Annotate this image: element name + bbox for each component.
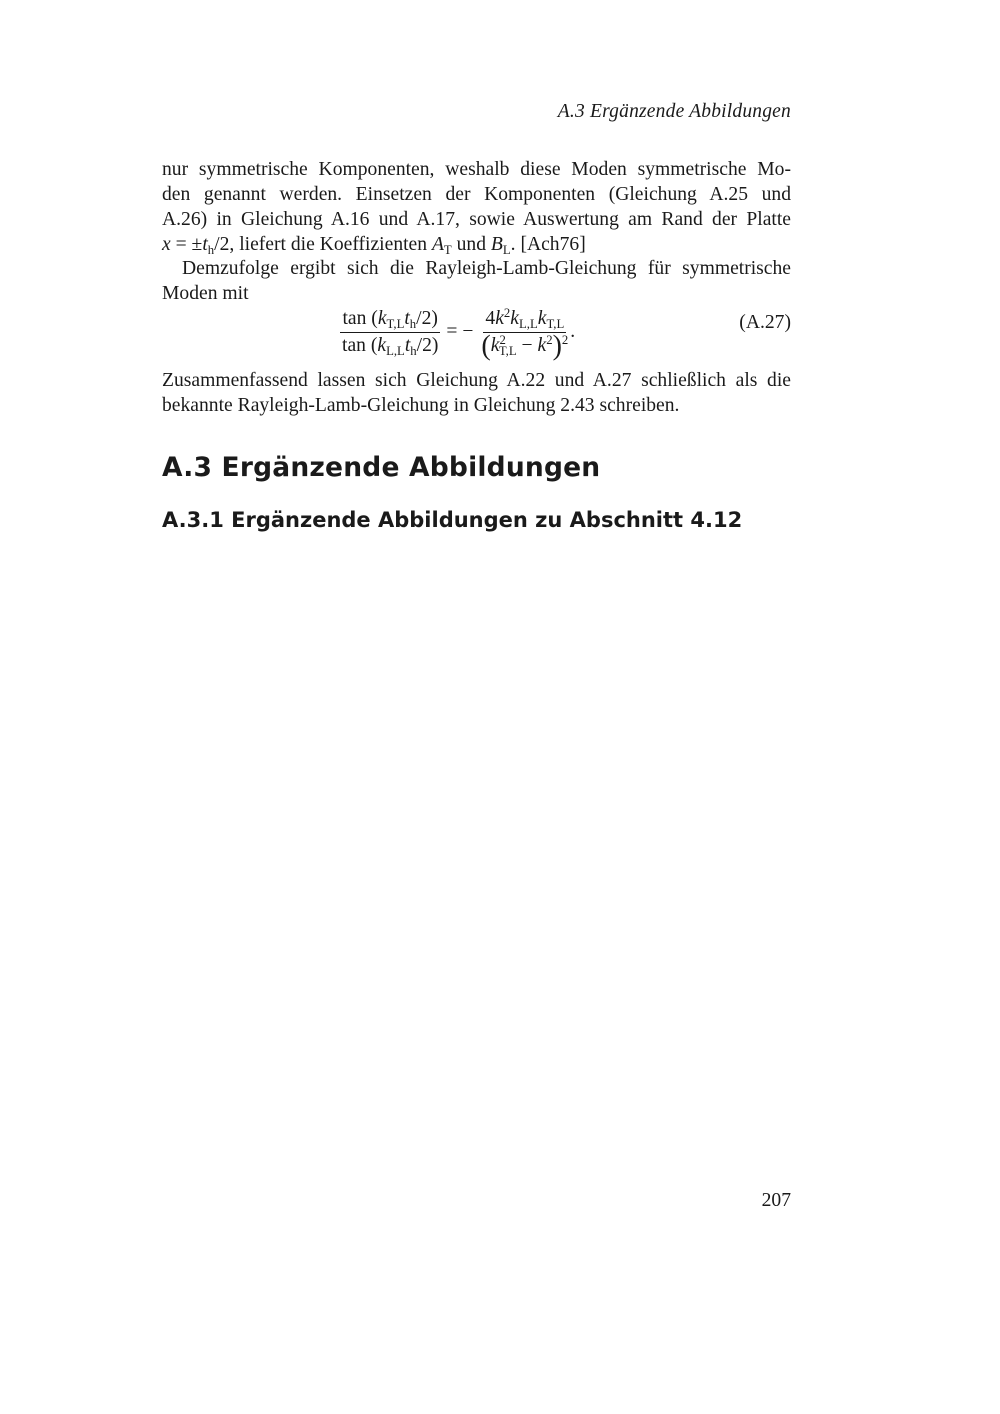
equation-a27 — [162, 300, 791, 364]
section-heading: A.3 Ergänzende Abbildungen — [162, 452, 601, 483]
equation-body — [340, 300, 575, 364]
lhs-den-close: /2) — [416, 334, 439, 356]
rhs-den-k-sup: 2 — [499, 332, 506, 347]
math-sub-h: h — [207, 243, 215, 258]
equation-period: . — [570, 321, 576, 342]
subsection-heading: A.3.1 Ergänzende Abbildungen zu Abschnitt 4.12 — [162, 508, 743, 532]
page-number: 207 — [761, 1190, 791, 1211]
paragraph-2-line-1: Demzufolge ergibt sich die Rayleigh-Lamb-Gleichung für symmetrische — [182, 258, 791, 279]
citation: . [Ach76] — [510, 234, 586, 255]
math-B: B — [490, 234, 503, 255]
rhs-num-k3: k — [537, 307, 547, 329]
lhs-num-close: /2) — [416, 307, 438, 329]
paragraph-3-line-1: Zusammenfassend lassen sich Gleichung A.22 und A.27 schließlich als die — [162, 370, 791, 391]
equals-minus: = − — [446, 321, 474, 342]
lhs-numerator — [340, 308, 439, 333]
paragraph-1-line-3: A.26) in Gleichung A.16 und A.17, sowie Auswertung am Rand der Platte — [162, 209, 791, 230]
lhs-num-t: t — [404, 307, 410, 329]
math-t: t — [202, 234, 208, 255]
math-A-sub: T — [443, 243, 452, 258]
math-B-sub: L — [502, 243, 511, 258]
paragraph-2-line-2: Moden mit — [162, 283, 249, 304]
rhs-numerator — [483, 305, 566, 333]
rhs-num-k2-sub: L,L — [519, 316, 538, 331]
lhs-num-open: ( — [366, 307, 378, 329]
rhs-num-k: k — [495, 307, 504, 329]
line-4-und: und — [451, 234, 491, 255]
math-x: x — [162, 234, 171, 255]
rhs-num-4: 4 — [485, 307, 496, 329]
lhs-num-k-sub: T,L — [386, 316, 405, 331]
rhs-den-minus: − — [516, 334, 538, 356]
rhs-num-k-sup: 2 — [503, 305, 511, 320]
line-4-text: , liefert die Koeffizienten — [229, 234, 432, 255]
math-pm: = ± — [170, 234, 203, 255]
rhs-den-outer-sup: 2 — [561, 332, 569, 347]
lhs-den-k: k — [377, 334, 387, 356]
rhs-num-k3-sub: T,L — [546, 316, 565, 331]
rhs-fraction — [479, 305, 570, 361]
rhs-denominator — [479, 330, 570, 361]
rhs-den-k2: k — [537, 334, 547, 356]
running-head: A.3 Ergänzende Abbildungen — [557, 101, 791, 122]
lhs-denominator — [340, 333, 440, 357]
rhs-den-k: k — [490, 334, 500, 356]
paragraph-2 — [162, 256, 791, 306]
paragraph-1-line-2: den genannt werden. Einsetzen der Komponenten (Gleichung A.25 und — [162, 184, 791, 205]
lhs-den-open: ( — [365, 334, 378, 356]
equation-number: (A.27) — [739, 312, 791, 333]
lhs-den-t: t — [404, 334, 411, 356]
rhs-den-k-sub: T,L — [498, 343, 517, 358]
paragraph-1-line-4 — [162, 232, 791, 257]
rhs-den-k2-sup: 2 — [546, 332, 553, 347]
paragraph-3-line-2: bekannte Rayleigh-Lamb-Gleichung in Gleichung 2.43 schreiben. — [162, 395, 680, 416]
math-A: A — [431, 234, 444, 255]
rhs-den-open-paren: ( — [481, 330, 491, 361]
paragraph-3 — [162, 368, 791, 418]
lhs-den-t-sub: h — [410, 343, 417, 358]
math-div: /2 — [214, 234, 230, 255]
rhs-den-close-paren: ) — [552, 330, 562, 361]
lhs-den-k-sub: L,L — [386, 343, 405, 358]
lhs-num-t-sub: h — [409, 316, 417, 331]
paragraph-1 — [162, 157, 791, 257]
lhs-fraction — [340, 308, 440, 357]
lhs-den-tan: tan — [342, 334, 366, 356]
rhs-num-k2: k — [510, 307, 519, 329]
lhs-num-k: k — [377, 307, 387, 329]
paragraph-1-line-1: nur symmetrische Komponenten, weshalb diese Moden symmetrische Mo- — [162, 159, 791, 180]
lhs-num-tan: tan — [342, 307, 367, 329]
